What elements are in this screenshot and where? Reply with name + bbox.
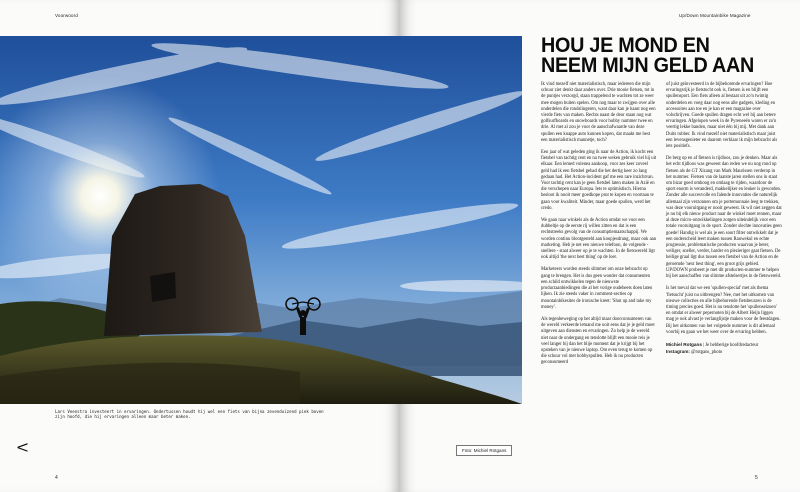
- instagram-handle: @rotgans_photo: [689, 350, 723, 356]
- signature: [666, 342, 782, 356]
- signature-role: | Je hebberige hoofdredacteur: [701, 342, 759, 348]
- paragraph: Ik vind mezelf niet materialistisch, maar iedereen die mijn schuur ziet denkt daar anders over. Drie mooie fietsen, tot in de puntjes verzorgd, staan trappelend te wachten tot ze weer mee mogen buiten spelen. Om nog maar te zwijgen over alle onderdelen die rondslingeren, want daar kan je haast nog een vierde fiets van maken. Rechts naast de deur staan nog wat golfsurfboards en snowboards voor hobby nummer twee en drie. Al met al zou je voor de aanschafwaarde van deze spullen een knappe auto kunnen kopen, dat maakt me best een materialistisch mannetje, toch?: [541, 82, 656, 143]
- paragraph: Als tegenbeweging op het altijd maar doorconsumeren van de wereld verkeerde lemand me ooit eens dat je je geld moet uitgeven aan diensten en ervaringen. Zo help je de wereld niet naar de ondergang en tenslotte blijft een mooie reis je veel langer bij dan het blije moment dat je krijgt bij het opsteken van je nieuwe laptop. Om even terug te komen op die schuur vol met hobbyspullen. Heb ik nu producten geconsumeerd: [541, 316, 655, 366]
- paragraph: Een jaar of wat geleden ging ik naar de Action, ik kocht een fietsbel van tachtig cent en na twee weken gebruik viel hij uit elkaar. Een lemed vulenea aankoop, voor zes keer zoveel geld had ik een fietsbel gehad die het dertig keer zo lang gedaan had. Het Action-incident gaf me een rare inzichtvan. Voor tachtig cent kan je geen fietsbel laten maken in Azië en die verschepen naar Europa. Iets te optimistisch. Hierna besloot ik nooit meer goedkope prut te kopen en voortaan te gaan voor kwaliteit. Minder, maar goede spullen, werd het credo.: [541, 150, 657, 211]
- paragraph: of juist geïnvesteerd in de bijbehorende ervaringen? Hoe ervaringsrijk je fietstocht ook is, fietsen is en blijft een spullensport. Een fiets alleen al bestaat uit zo'n twintig onderdelen en voeg daar nog eens alle gadgets, kleding en accessoires aan toe en je kan er een magazine over volschrijven. Goede spullen dragen echt wel bij aan betere ervaringen. Afgelopen week in de Pyreneeën waren er zo'n veertig lekke banden, maar niet één bij mij. Met dank aan Duits rubber. Ik vind mezelf niet materialistisch maar juist een levensgenieter en daarom verklaar ik mijn hebzucht als iets positiefs.: [666, 82, 778, 150]
- photo-caption: Lars Veenstra investeert in ervaringen. Ondertussen houdt hij wel een fiets van bijna zevenduizend piek boven zijn hoofd, die hij ervaringen alleen maar beter maken.: [55, 409, 324, 420]
- hero-photo: [0, 36, 522, 404]
- paragraph: Is het toeval dat we een 'spullen-special' met als thema 'fietsucht' juist nu uitbrengen? Nee, met het uitkomen van nieuwe collecties en alle bijbehorende fietsbeurzen is de timing precies goed. Het is nu tenslotte het 'spullenseizoen' en omdat er alweer pepernoten bij de Albert Heijn liggen mag je ook alvast je verlanglijstje maken voor de feestdagen. Bij het uitkomen van het volgende nummer is dit allemaal voorbij en gaan we het weer over de ervaring hebben.: [666, 286, 781, 335]
- text-column-2: [666, 82, 782, 362]
- running-head-right: Up/Down Mountainbike Magazine: [679, 13, 751, 18]
- article-headline: HOU JE MOND EN NEEM MIJN GELD AAN: [541, 33, 754, 77]
- page-number-left: 4: [55, 475, 58, 481]
- text-column-1: [541, 82, 657, 373]
- paragraph: Marketeers worden steeds slimmer om onze hebzucht op gang te brengen. Het is dus geen wonder dat consumenten een schild ontwikkelen tegen de nieuwste productaanbiedingen die al het vorige oudeheets doen laten lijken. Ik zie steeds vaker in comment-secties op mountainbikesites de ironische kreet: 'Shut up and take my money'.: [541, 267, 653, 310]
- photo-mountain-tower: [0, 36, 522, 404]
- signature-name: Michiel Rotgans: [666, 341, 702, 347]
- photo-credit: Foto: Michiel Rotgans: [456, 445, 512, 456]
- instagram-label: Instagram:: [666, 349, 690, 355]
- page-number-right: 5: [755, 475, 758, 481]
- paragraph: We gaan naar winkels als de Action omdat we voor een dubbeltje op de eerste rij willen zitten en dat is een rechtstreeks gevolg van de consumptiemaatschappij. We worden continu blootgesteld aan koopjesdrang, maar ook aan marketing. Heb je net een nieuwe telefoon, de volgende - snellere - staat alweer op je te wachten. In de fietswereld ligt ook altijd 'the next best thing' op de loer.: [541, 218, 657, 261]
- running-head-left: Voorwoord: [55, 13, 78, 18]
- side-label-bottom-letter: V: [13, 443, 29, 452]
- paragraph: De berg op en af fietsen is tijdloos, zou je denken. Maar als het echt tijdloos was geweest dan reden we nu nog rond op fietsen als de GT Xizang van Mark Maurissen verderop in het nummer. Fietsen van de laatste jaren stellen ons in staat om bizar goed omhoog en omlaag te rijden, waardoor de sport enorm is veranderd, makkelijker en leuker is geworden. Zonder alle succesvolle en falende innovaties die naturelijk allemaal zijn verzonnen om je portemonnaie leeg te trekken, was deze vooruitgang er nooit geweest. Ik wil niet zeggen dat je nu bij elk nieuw product naar de winkel moet rennen, maar al deze micro-ontwikkelingen zorgen uiteindelijk voor een totale vooruitgang in de sport. Zonder slechte innovaties geen goede! Handig is wel als je een soort filter ontwikkelt dat je een onderscheid leert maken tussen Rauwekul en echte progressie, problematische producten waarvan je beter, veiliger, sneller, verder, harder en plezieriger gaat fietsen. De heilige graal ligt dus tussen een fietsbel van de Action en de geroemde 'next best thing', een groot grijs gebied. UP/DOWN probeert je met dit producten-nummer te helpen bij het aanschaffen van slimme afstelsertjes in de fietswereld.: [666, 156, 782, 280]
